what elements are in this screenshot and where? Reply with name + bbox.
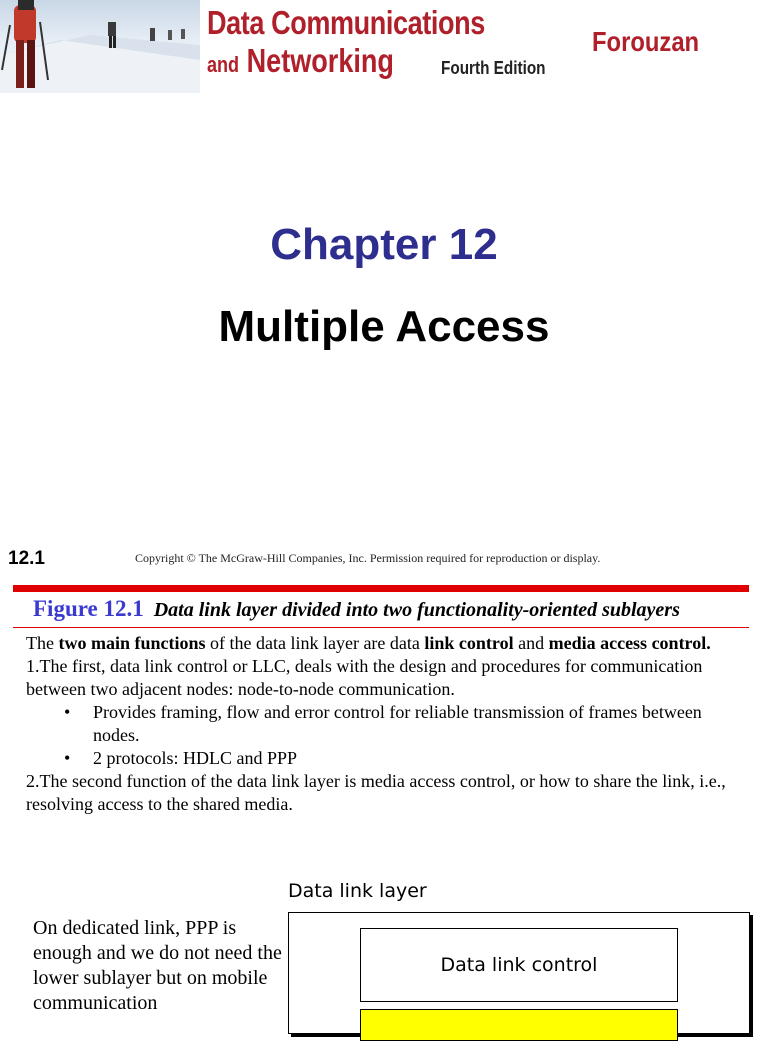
book-title-and: and bbox=[207, 52, 240, 77]
copyright-notice: Copyright © The McGraw-Hill Companies, Inc. Permission required for reproduction or display. bbox=[135, 551, 601, 565]
figure-slide bbox=[0, 580, 768, 1024]
page-number: 12.1 bbox=[8, 548, 45, 569]
figure-caption: Data link layer divided into two functionality-oriented sublayers bbox=[153, 599, 680, 621]
intro-bold-1: two main functions bbox=[58, 633, 206, 653]
list-item bbox=[26, 701, 751, 747]
chapter-title: Multiple Access bbox=[218, 302, 550, 351]
intro-bold-2: link control bbox=[424, 633, 514, 653]
bullet-icon: • bbox=[64, 748, 71, 768]
media-access-control-box bbox=[360, 1009, 678, 1041]
list-item bbox=[26, 747, 751, 770]
side-note: On dedicated link, PPP is enough and we do not need the lower sublayer but on mobile communication bbox=[33, 917, 282, 1014]
bullet-list bbox=[26, 701, 751, 770]
skiers-image bbox=[0, 0, 200, 93]
point-2: 2.The second function of the data link layer is media access control, or how to share the link, i.e., resolving access to the shared media. bbox=[26, 771, 726, 814]
intro-text-2: of the data link layer are data bbox=[205, 633, 425, 653]
book-author: Forouzan bbox=[592, 26, 700, 57]
data-link-control-label: Data link control bbox=[440, 954, 598, 976]
figure-label: Figure 12.1 bbox=[33, 596, 144, 621]
intro-bold-3: media access control. bbox=[548, 633, 711, 653]
bullet-text: 2 protocols: HDLC and PPP bbox=[93, 748, 298, 768]
point-1: 1.The first, data link control or LLC, deals with the design and procedures for communication between two adjacent nodes: node-to-node communication. bbox=[26, 656, 703, 699]
banner-skiers-photo bbox=[0, 0, 200, 93]
data-link-layer-label: Data link layer bbox=[288, 880, 427, 902]
figure-title bbox=[33, 596, 680, 622]
intro-paragraph bbox=[26, 632, 751, 655]
intro-text-1: The bbox=[26, 633, 59, 653]
slide-body bbox=[26, 632, 751, 816]
data-link-control-box bbox=[360, 928, 678, 1002]
book-title-line1: Data Communications bbox=[207, 4, 485, 41]
top-rule bbox=[13, 585, 749, 592]
title-underline bbox=[13, 627, 749, 628]
bullet-text: Provides framing, flow and error control for reliable transmission of frames between nodes. bbox=[93, 702, 702, 745]
bullet-icon: • bbox=[64, 702, 71, 722]
chapter-heading: Chapter 12 bbox=[270, 220, 498, 269]
book-edition: Fourth Edition bbox=[441, 58, 546, 78]
book-title-networking: Networking bbox=[246, 42, 394, 79]
intro-text-3: and bbox=[513, 633, 549, 653]
